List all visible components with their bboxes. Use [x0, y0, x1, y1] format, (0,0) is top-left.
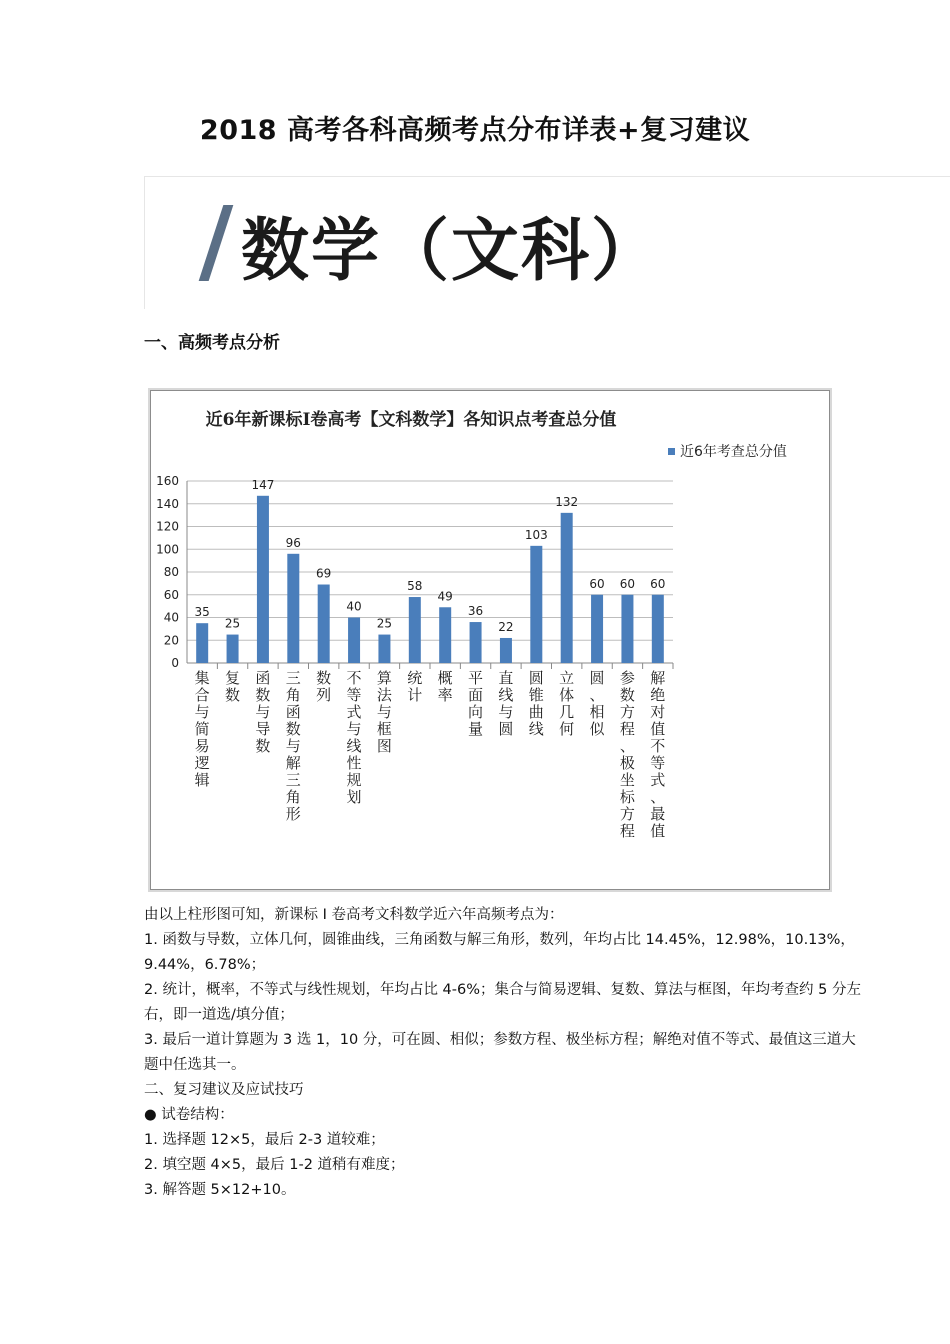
y-tick-label: 140 — [156, 496, 179, 511]
category-label: 直线与圆 — [498, 669, 514, 738]
bar — [257, 496, 269, 663]
chart-frame — [150, 390, 830, 890]
bar — [652, 595, 664, 663]
bar — [621, 595, 633, 663]
y-tick-label: 20 — [163, 633, 179, 648]
paragraph: 由以上柱形图可知，新课标 I 卷高考文科数学近六年高频考点为： — [144, 907, 564, 923]
paragraph: 二、复习建议及应试技巧 — [144, 1082, 304, 1098]
document-title: 2018 高考各科高频考点分布详表+复习建议 — [199, 115, 751, 146]
data-label: 60 — [589, 576, 605, 591]
category-label: 不等式与线性规划 — [346, 669, 362, 806]
category-label: 统计 — [407, 669, 423, 704]
slash-mark — [199, 205, 234, 281]
bar — [348, 618, 360, 664]
category-label: 集合与简易逻辑 — [194, 669, 210, 789]
bar — [470, 622, 482, 663]
legend-swatch — [668, 448, 675, 455]
category-label: 立体几何 — [559, 669, 575, 738]
data-label: 40 — [346, 599, 362, 614]
banner-title: 数学（文科） — [241, 212, 662, 291]
category-label: 函数与导数 — [255, 669, 271, 755]
data-label: 147 — [251, 477, 275, 492]
data-label: 35 — [194, 605, 210, 620]
legend-label: 近6年考查总分值 — [680, 444, 787, 460]
y-tick-label: 120 — [156, 519, 179, 534]
bar — [227, 635, 239, 663]
bar — [409, 597, 421, 663]
data-label: 25 — [376, 616, 393, 631]
section-heading: 一、高频考点分析 — [144, 333, 280, 353]
bar — [378, 635, 390, 663]
paragraph: 2. 填空题 4×5，最后 1-2 道稍有难度； — [144, 1157, 405, 1173]
category-label: 平面向量 — [468, 669, 484, 738]
bar — [318, 585, 330, 663]
data-label: 60 — [619, 576, 636, 591]
paragraph: ● 试卷结构： — [144, 1107, 234, 1123]
category-label: 数列 — [316, 669, 332, 704]
body-text — [144, 903, 864, 1203]
category-label: 三角函数与解三角形 — [285, 669, 301, 823]
category-label: 复数 — [225, 669, 241, 704]
paragraph: 2. 统计，概率，不等式与线性规划，年均占比 4-6%；集合与简易逻辑、复数、算法与框图，年均考查约 5 分左右，即一道选/填分值； — [144, 982, 861, 1023]
category-label: 算法与框图 — [376, 669, 392, 755]
y-tick-label: 40 — [163, 610, 179, 625]
y-tick-label: 0 — [171, 656, 179, 670]
data-label: 60 — [650, 576, 666, 591]
bar — [287, 554, 299, 663]
paragraph: 3. 最后一道计算题为 3 选 1，10 分，可在圆、相似；参数方程、极坐标方程；解绝对值不等式、最值这三道大题中任选其一。 — [144, 1032, 856, 1073]
paragraph: 1. 函数与导数，立体几何，圆锥曲线，三角函数与解三角形，数列，年均占比 14.45%，12.98%，10.13%，9.44%，6.78%； — [144, 932, 855, 973]
paragraph: 3. 解答题 5×12+10。 — [144, 1182, 296, 1198]
data-label: 36 — [467, 604, 484, 619]
data-label: 49 — [437, 589, 453, 604]
data-label: 58 — [407, 579, 423, 594]
bar — [561, 513, 573, 663]
category-label: 参数方程、极坐标方程 — [619, 669, 635, 840]
category-label: 圆、相似 — [589, 669, 605, 738]
chart-title: 近6年新课标I卷高考【文科数学】各知识点考查总分值 — [205, 410, 617, 430]
y-tick-label: 60 — [163, 587, 179, 602]
bar — [196, 623, 208, 663]
category-label: 解绝对值不等式、最值 — [650, 669, 666, 840]
paragraph: 1. 选择题 12×5，最后 2-3 道较难； — [144, 1132, 385, 1148]
category-label: 圆锥曲线 — [528, 669, 544, 738]
y-tick-label: 80 — [163, 565, 179, 579]
category-label: 概率 — [437, 669, 453, 704]
bar — [500, 638, 512, 663]
bar — [530, 546, 542, 663]
y-tick-label: 100 — [156, 542, 179, 557]
bar — [591, 595, 603, 663]
bar-chart — [151, 391, 829, 889]
data-label: 69 — [316, 566, 332, 581]
data-label: 132 — [555, 494, 579, 509]
subject-banner — [144, 176, 950, 309]
data-label: 96 — [285, 535, 301, 550]
bar — [439, 607, 451, 663]
data-label: 103 — [524, 527, 548, 542]
y-tick-label: 160 — [156, 474, 179, 488]
data-label: 25 — [224, 616, 241, 631]
data-label: 22 — [498, 619, 514, 634]
